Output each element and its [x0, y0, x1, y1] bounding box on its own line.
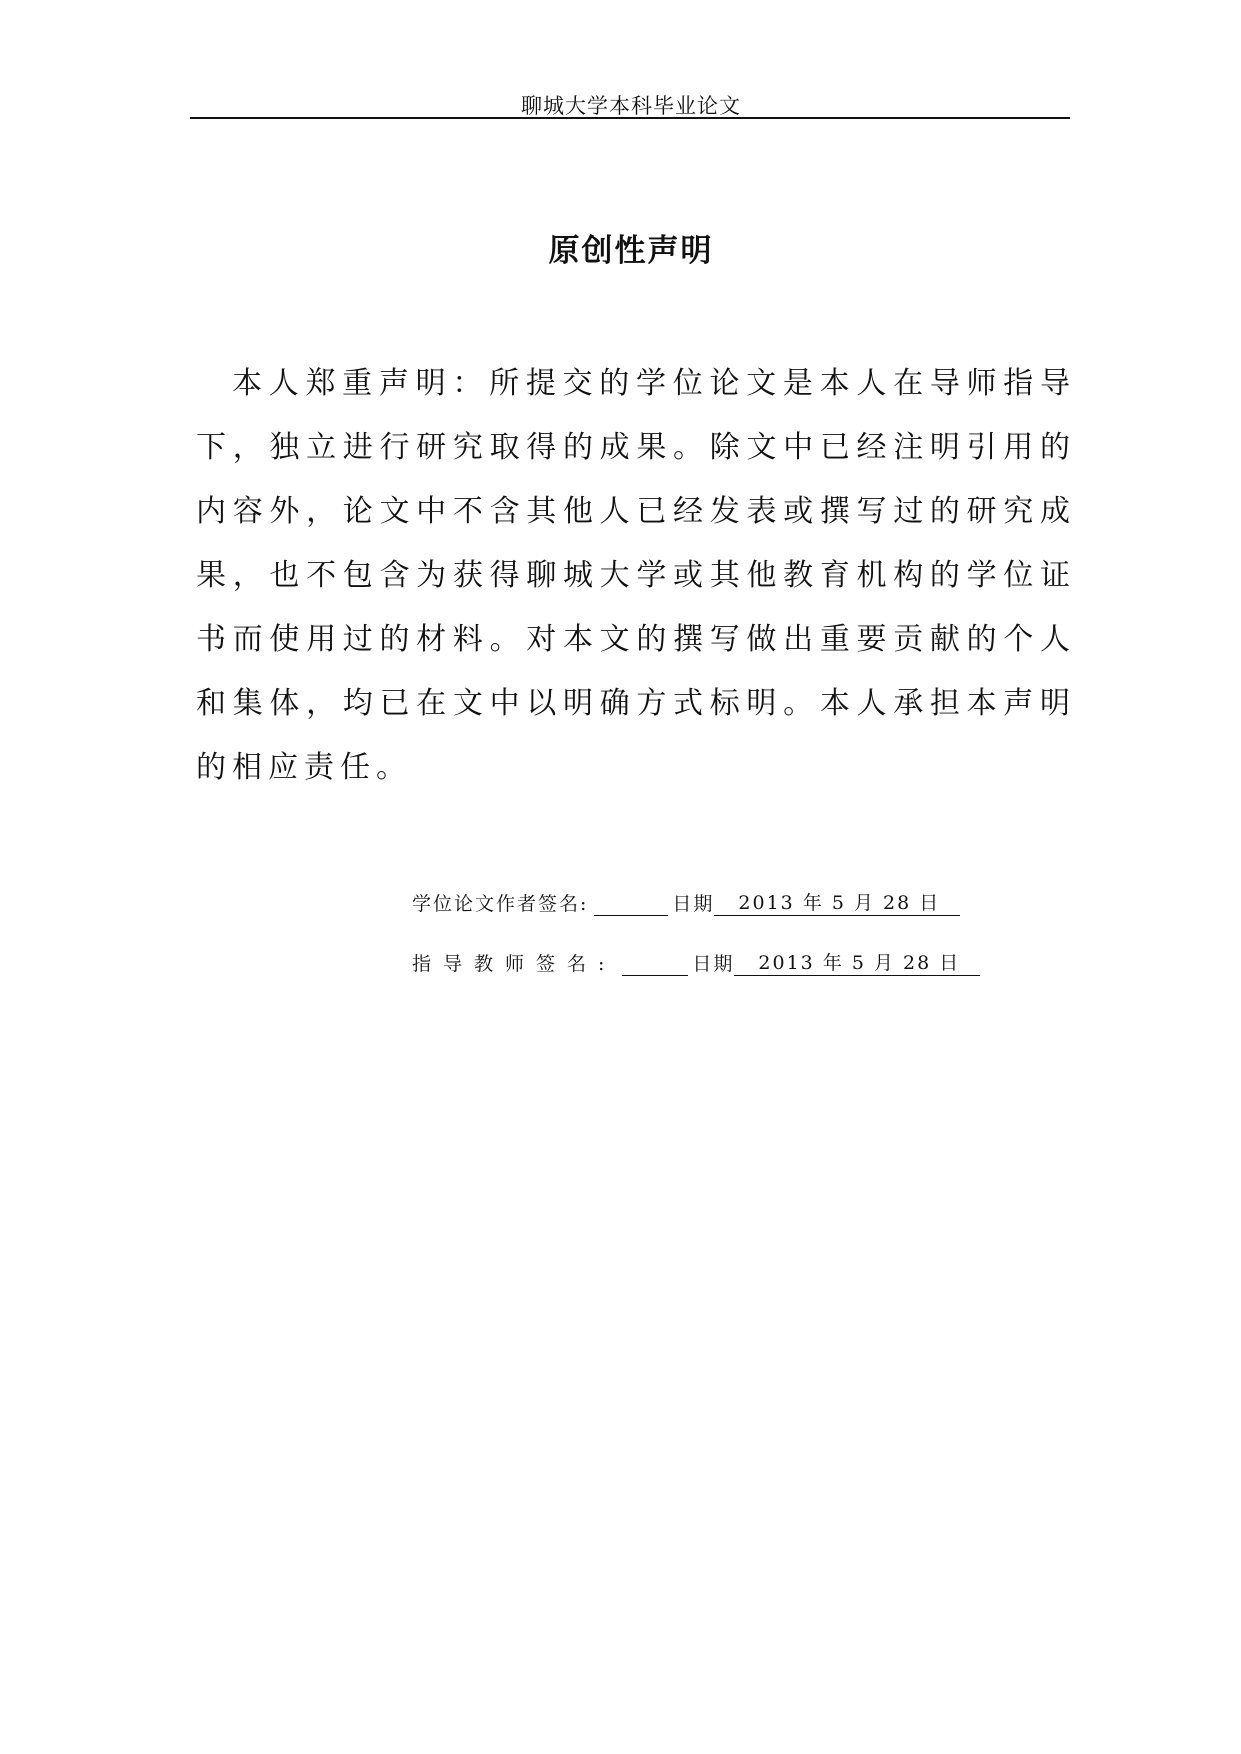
advisor-signature-label: 指导教师签名: — [412, 953, 617, 975]
header-rule — [190, 117, 1070, 119]
author-signature-blank — [594, 893, 668, 916]
declaration-paragraph: 本人郑重声明：所提交的学位论文是本人在导师指导下，独立进行研究取得的成果。除文中已经注明引用的内容外，论文中不含其他人已经发表或撰写过的研究成果，也不包含为获得聊城大学或其他教育机构的学位证书而使用过的材料。对本文的撰写做出重要贡献的个人和集体，均已在文中以明确方式标明。本人承担本声明的相应责任。 — [196, 366, 1076, 785]
advisor-date-value: 2013 年 5 月 28 日 — [734, 948, 980, 976]
advisor-signature-row — [412, 946, 980, 976]
author-signature-label: 学位论文作者签名: — [412, 893, 589, 915]
advisor-signature-blank — [622, 953, 688, 976]
author-signature-row — [412, 886, 960, 916]
advisor-date-label: 日期 — [692, 953, 735, 975]
running-header: 聊城大学本科毕业论文 — [521, 94, 741, 118]
page-title: 原创性声明 — [548, 233, 714, 269]
author-date-value: 2013 年 5 月 28 日 — [714, 888, 960, 916]
author-date-label: 日期 — [672, 893, 715, 915]
